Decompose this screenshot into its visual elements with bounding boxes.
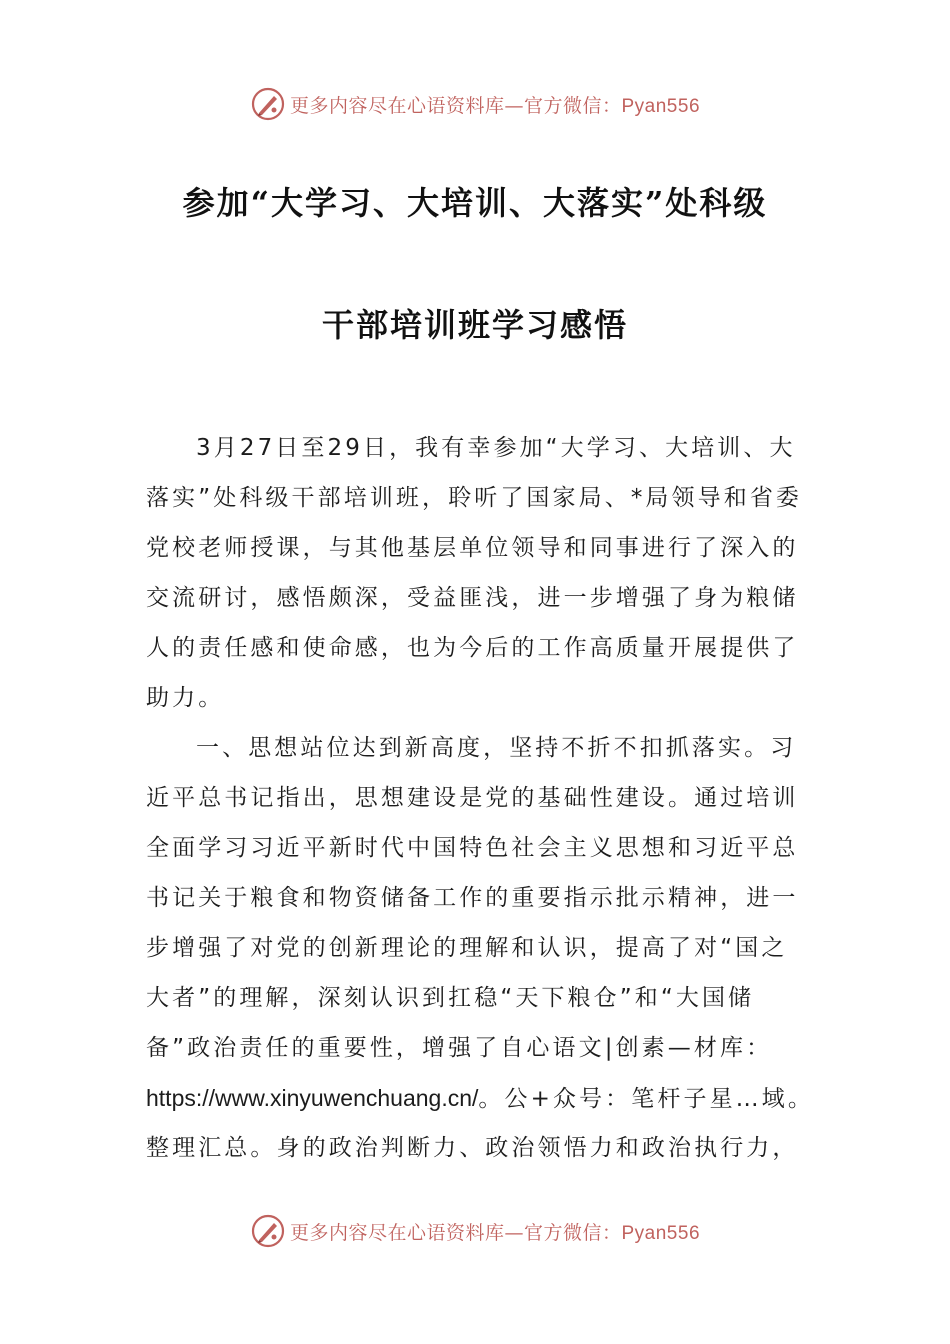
wechat-id: Pyan556 [621, 95, 701, 117]
watermark-banner-top [0, 84, 950, 124]
paragraph-2-line: 书记关于粮食和物资储备工作的重要指示批示精神，进一 [146, 885, 799, 911]
paragraph-2-url-line [146, 1078, 816, 1128]
paragraph-2-line: 整理汇总。身的政治判断力、政治领悟力和政治执行力， [146, 1135, 799, 1161]
document-title-line-1: 参加“大学习、大培训、大落实”处科级 [182, 184, 768, 222]
paragraph-1-line: 人的责任感和使命感，也为今后的工作高质量开展提供了 [146, 635, 799, 661]
paragraph-1-line: 落实”处科级干部培训班，聆听了国家局、*局领导和省委 [146, 485, 803, 511]
paragraph-1-line: 交流研讨，感悟颇深，受益匪浅，进一步增强了身为粮储 [146, 585, 799, 611]
paragraph-2-line: 大者”的理解，深刻认识到扛稳“天下粮仓”和“大国储 [146, 985, 755, 1011]
paragraph-1-line: 助力。 [146, 685, 225, 711]
paragraph-2-line: 近平总书记指出，思想建设是党的基础性建设。通过培训 [146, 785, 799, 811]
paragraph-1-line: 3月27日至29日，我有幸参加“大学习、大培训、大 [196, 435, 796, 461]
url-suffix-text: 。公+众号：笔杆子星…域。 [478, 1086, 814, 1112]
document-title-line-2: 干部培训班学习感悟 [321, 306, 628, 344]
paragraph-2-line: 步增强了对党的创新理论的理解和认识，提高了对“国之 [146, 935, 788, 961]
pen-circle-logo-icon [250, 86, 286, 122]
pen-circle-logo-icon [250, 1213, 286, 1249]
wechat-id: Pyan556 [621, 1222, 701, 1244]
paragraph-2-line: 一、思想站位达到新高度，坚持不折不扣抓落实。习 [196, 735, 797, 761]
paragraph-1-line: 党校老师授课，与其他基层单位领导和同事进行了深入的 [146, 535, 799, 561]
paragraph-2-line: 备”政治责任的重要性，增强了自心语文|创素—材库： [146, 1035, 773, 1061]
watermark-text: 更多内容尽在心语资料库—官方微信：Pyan556 [289, 1221, 701, 1244]
source-url: https://www.xinyuwenchuang.cn/ [146, 1085, 479, 1111]
watermark-text: 更多内容尽在心语资料库—官方微信：Pyan556 [289, 94, 701, 117]
paragraph-2-line: 全面学习习近平新时代中国特色社会主义思想和习近平总 [146, 835, 799, 861]
watermark-banner-bottom [0, 1211, 950, 1251]
document-body [146, 428, 816, 1178]
